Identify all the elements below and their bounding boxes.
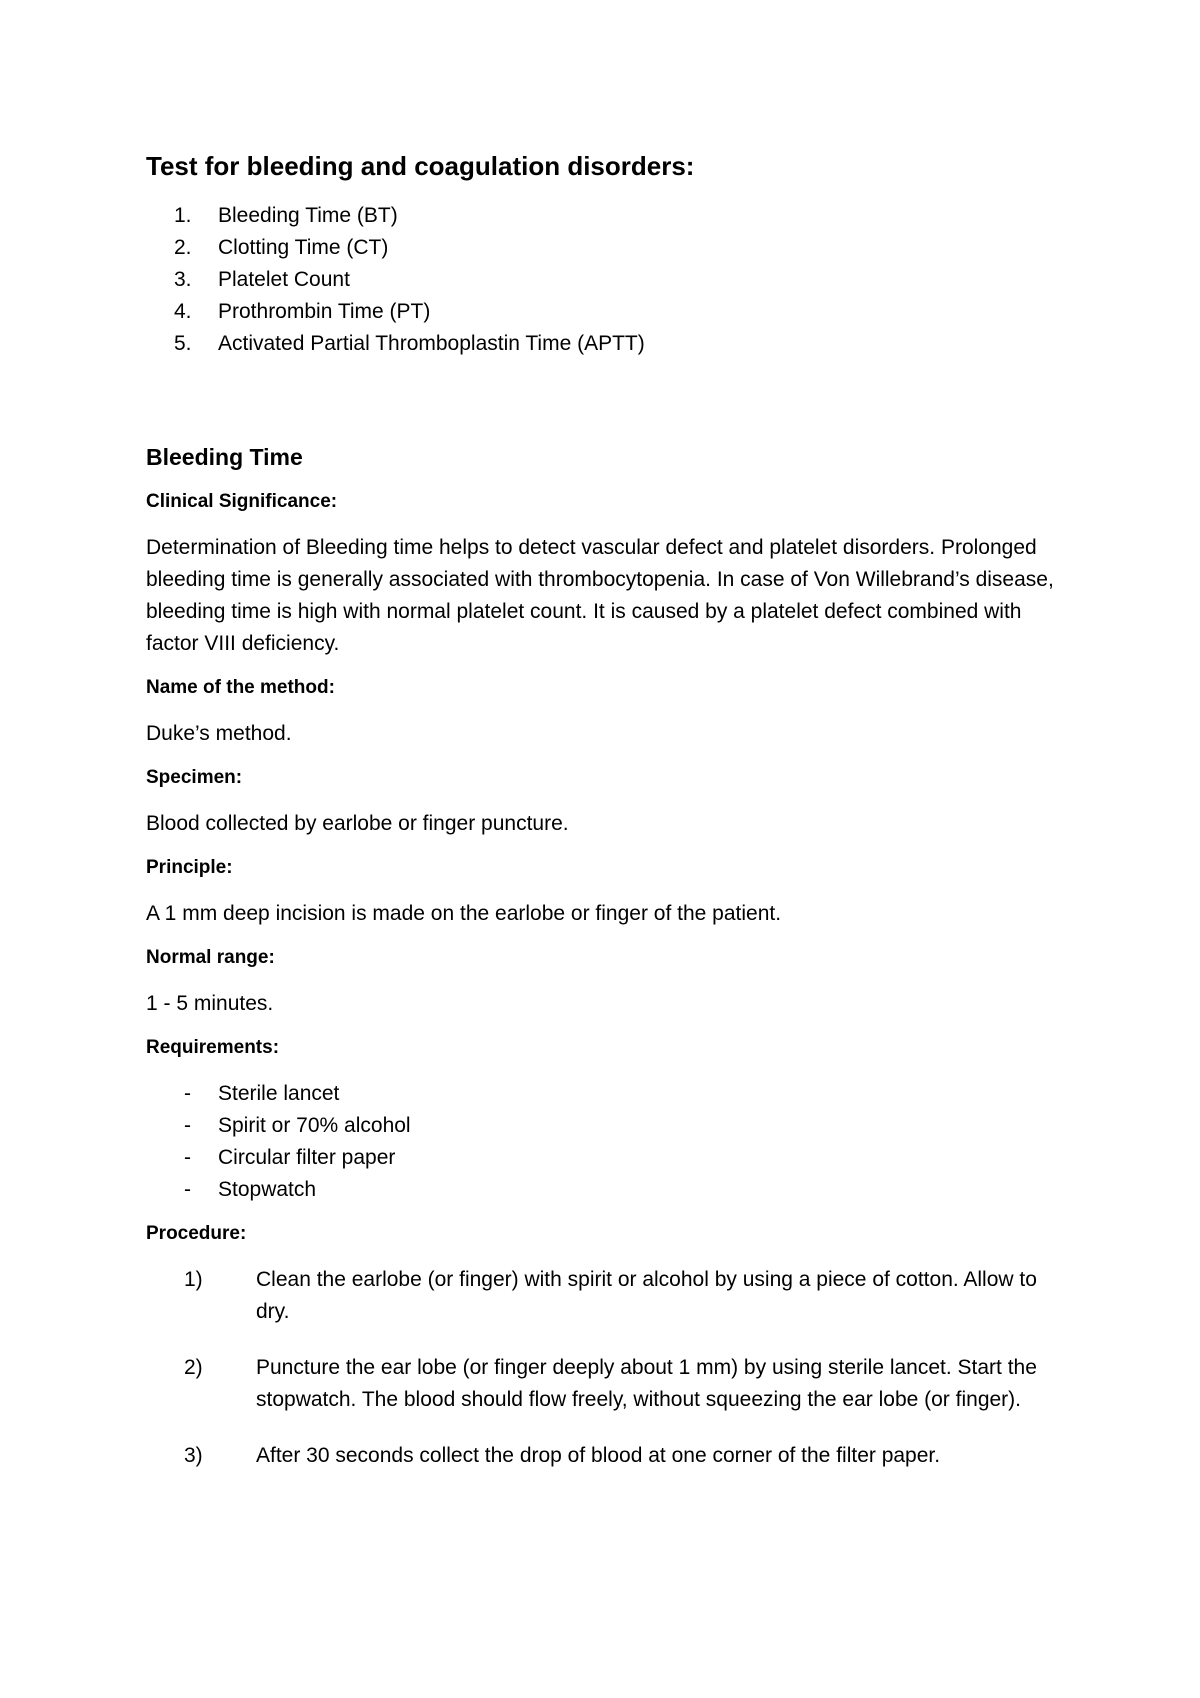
list-item: - Spirit or 70% alcohol [184,1114,411,1137]
specimen-label: Specimen: [146,767,243,788]
principle-text: A 1 mm deep incision is made on the earlobe or finger of the patient. [146,902,782,925]
list-item: 5. Activated Partial Thromboplastin Time (APTT) [174,332,645,355]
document-content [146,148,1066,1496]
clinical-significance-text: Determination of Bleeding time helps to detect vascular defect and platelet disorders. Prolonged bleeding time is generally associated with thrombocytopenia. In case of Von Willebrand’s disease, bleeding time is high with normal platelet count. It is caused by a platelet defect combined with factor VIII deficiency. [146,536,1054,655]
list-item: 1) Clean the earlobe (or finger) with spirit or alcohol by using a piece of cotton. Allow to dry. [184,1268,1037,1323]
list-item: - Stopwatch [184,1178,317,1201]
specimen-text: Blood collected by earlobe or finger puncture. [146,812,569,835]
principle-label: Principle: [146,857,233,878]
list-item: 4. Prothrombin Time (PT) [174,300,431,323]
list-item: 2. Clotting Time (CT) [174,236,389,259]
list-item: 1. Bleeding Time (BT) [174,204,398,227]
requirements-label: Requirements: [146,1037,280,1058]
clinical-significance-label: Clinical Significance: [146,491,338,512]
page-title: Test for bleeding and coagulation disorders: [146,151,695,181]
list-item: 3) After 30 seconds collect the drop of blood at one corner of the filter paper. [184,1444,941,1467]
list-item: 2) Puncture the ear lobe (or finger deeply about 1 mm) by using sterile lancet. Start the stopwatch. The blood should flow freely, without squeezing the ear lobe (or finger). [184,1356,1037,1411]
requirements-list [146,1078,1066,1206]
procedure-label: Procedure: [146,1223,247,1244]
normal-range-text: 1 - 5 minutes. [146,992,274,1015]
method-text: Duke’s method. [146,722,292,745]
procedure-list [146,1264,1066,1472]
section-title: Bleeding Time [146,444,303,470]
list-item: - Circular filter paper [184,1146,396,1169]
normal-range-label: Normal range: [146,947,275,968]
test-list [146,200,1066,360]
list-item: - Sterile lancet [184,1082,340,1105]
method-label: Name of the method: [146,677,335,698]
list-item: 3. Platelet Count [174,268,350,291]
